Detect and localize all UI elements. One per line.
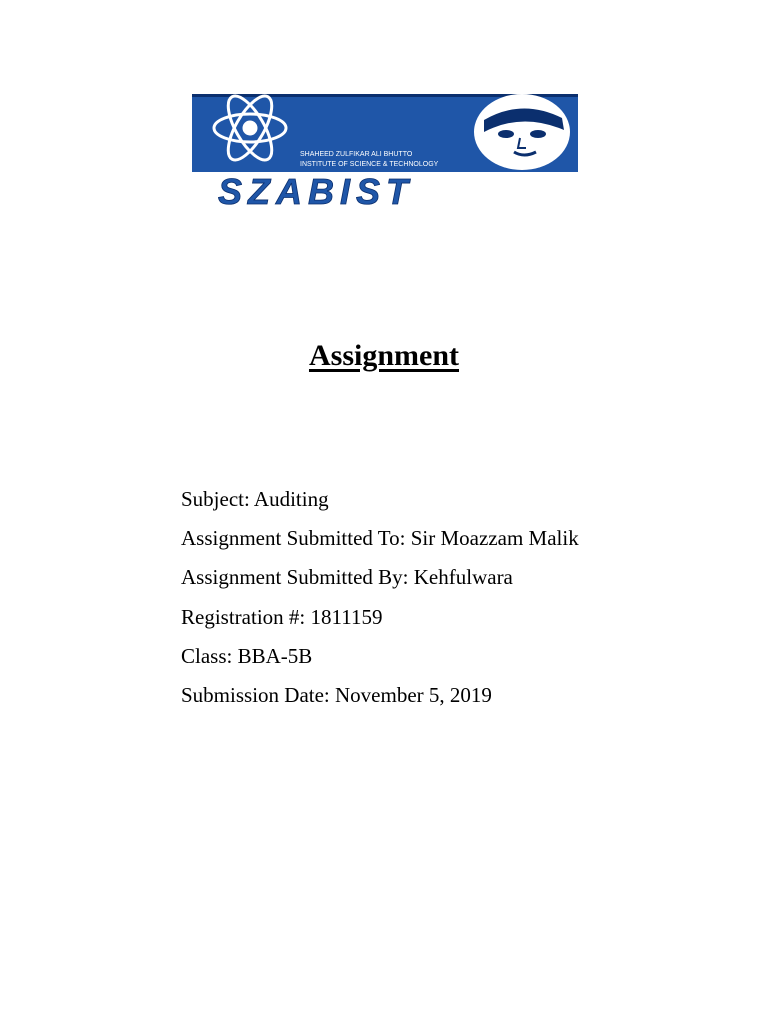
- detail-value: 1811159: [310, 604, 383, 629]
- detail-submitted-by: [181, 558, 579, 597]
- detail-label: Assignment Submitted To:: [181, 526, 406, 551]
- detail-value: Sir Moazzam Malik: [410, 526, 579, 551]
- detail-label: Submission Date:: [181, 683, 330, 708]
- institute-name-line1: SHAHEED ZULFIKAR ALI BHUTTO: [300, 151, 413, 158]
- detail-value: Kehfulwara: [413, 565, 513, 590]
- portrait-icon: [474, 94, 570, 170]
- institute-name-line2: INSTITUTE OF SCIENCE & TECHNOLOGY: [300, 161, 439, 168]
- logo-wordmark: SZABIST: [218, 171, 415, 208]
- detail-value: Auditing: [253, 487, 329, 511]
- szabist-logo: [192, 90, 578, 208]
- detail-submission-date: [181, 676, 579, 715]
- detail-value: November 5, 2019: [335, 683, 492, 708]
- detail-label: Class:: [181, 643, 233, 668]
- assignment-details: [181, 480, 579, 715]
- page-title: Assignment: [308, 339, 459, 372]
- detail-value: BBA-5B: [237, 643, 313, 668]
- detail-submitted-to: [181, 519, 579, 558]
- detail-subject: [181, 480, 579, 519]
- detail-label: Subject:: [181, 487, 250, 511]
- detail-label: Registration #:: [181, 604, 306, 629]
- detail-registration: [181, 598, 579, 637]
- detail-label: Assignment Submitted By:: [181, 565, 409, 590]
- detail-class: [181, 637, 579, 676]
